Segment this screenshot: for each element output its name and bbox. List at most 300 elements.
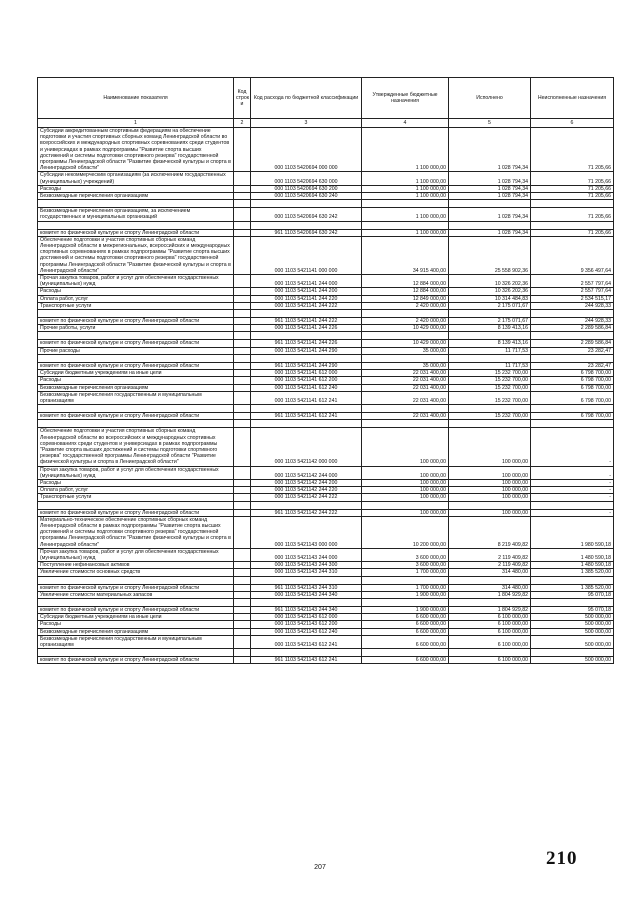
remaining-cell: 2 557 797,64 xyxy=(531,288,614,295)
approved-cell: 6 600 000,00 xyxy=(362,628,449,635)
spacer-cell xyxy=(449,576,531,584)
executed-cell: 11 717,53 xyxy=(449,362,531,369)
indicator-name-cell: Поступление нефинансовых активов xyxy=(38,562,234,569)
table-row xyxy=(38,370,614,377)
budget-code-cell: 000 1103 5421143 612 000 xyxy=(251,614,362,621)
spacer-cell xyxy=(362,332,449,340)
row-code-cell xyxy=(234,635,251,648)
table-row xyxy=(38,466,614,479)
row-code-cell xyxy=(234,370,251,377)
row-code-cell xyxy=(234,295,251,302)
spacer-cell xyxy=(449,200,531,208)
spacer-cell xyxy=(38,649,234,657)
indicator-name-cell: Прочие расходы xyxy=(38,347,234,354)
spacer-cell xyxy=(449,332,531,340)
col-number: 2 xyxy=(234,119,251,128)
indicator-name-cell: Расходы xyxy=(38,479,234,486)
executed-cell: 314 480,00 xyxy=(449,584,531,591)
approved-cell: 100 000,00 xyxy=(362,494,449,501)
table-row xyxy=(38,288,614,295)
indicator-name-cell: Субсидии бюджетным учреждениям на иные цели xyxy=(38,614,234,621)
spacer-cell xyxy=(449,221,531,229)
row-code-cell xyxy=(234,377,251,384)
col-number: 5 xyxy=(449,119,531,128)
budget-table xyxy=(37,77,614,664)
remaining-cell: 23 282,47 xyxy=(531,362,614,369)
spacer-cell xyxy=(234,420,251,428)
spacer-cell xyxy=(38,200,234,208)
budget-code-cell: 000 1103 5421142 244 200 xyxy=(251,479,362,486)
row-code-cell xyxy=(234,569,251,576)
budget-code-cell: 000 1103 5421141 244 222 xyxy=(251,302,362,309)
executed-cell: 1 804 929,82 xyxy=(449,606,531,613)
spacer-row xyxy=(38,221,614,229)
table-row xyxy=(38,479,614,486)
executed-cell: 15 232 700,00 xyxy=(449,413,531,420)
header-row-code: Код строк и xyxy=(234,78,251,119)
budget-code-cell: 000 1103 5421143 244 310 xyxy=(251,569,362,576)
indicator-name-cell: Субсидии некоммерческим организациям (за исключением государственных (муниципальных) учреждений) xyxy=(38,172,234,185)
row-code-cell xyxy=(234,628,251,635)
approved-cell: 10 429 000,00 xyxy=(362,325,449,332)
remaining-cell: 71 205,66 xyxy=(531,172,614,185)
indicator-name-cell: Безвозмездные перечисления государственным и муниципальным организациям xyxy=(38,635,234,648)
budget-code-cell: 000 1103 5421142 244 000 xyxy=(251,466,362,479)
table-row xyxy=(38,172,614,185)
budget-code-cell: 000 1103 5420694 630 242 xyxy=(251,208,362,221)
table-row xyxy=(38,548,614,561)
executed-cell: 10 326 202,36 xyxy=(449,288,531,295)
row-code-cell xyxy=(234,591,251,598)
executed-cell: 25 558 902,36 xyxy=(449,236,531,274)
table-row xyxy=(38,657,614,664)
spacer-row xyxy=(38,200,614,208)
row-code-cell xyxy=(234,185,251,192)
approved-cell: 12 884 000,00 xyxy=(362,288,449,295)
spacer-cell xyxy=(531,200,614,208)
remaining-cell: 71 205,66 xyxy=(531,229,614,236)
indicator-name-cell: Безвозмездные перечисления государственным и муниципальным организациям xyxy=(38,391,234,404)
approved-cell: 100 000,00 xyxy=(362,487,449,494)
approved-cell: 1 100 000,00 xyxy=(362,172,449,185)
executed-cell: 15 232 700,00 xyxy=(449,384,531,391)
spacer-cell xyxy=(251,420,362,428)
executed-cell: 1 804 929,82 xyxy=(449,591,531,598)
indicator-name-cell: Безвозмездные перечисления организациям xyxy=(38,628,234,635)
spacer-cell xyxy=(531,576,614,584)
row-code-cell xyxy=(234,172,251,185)
spacer-row xyxy=(38,310,614,318)
spacer-cell xyxy=(251,200,362,208)
approved-cell: 100 000,00 xyxy=(362,428,449,466)
spacer-cell xyxy=(234,598,251,606)
budget-code-cell: 000 1103 5421143 000 000 xyxy=(251,516,362,548)
executed-cell: 1 028 794,34 xyxy=(449,128,531,172)
row-code-cell xyxy=(234,584,251,591)
row-code-cell xyxy=(234,428,251,466)
budget-code-cell: 000 1103 5421141 612 200 xyxy=(251,377,362,384)
indicator-name-cell: Материально-техническое обеспечение спортивных сборных команд Ленинградской области в рамках подпрограммы "Развитие спорта высших достижений и системы подготовки спортивного резерва" государственной программы Ленинградской области "Развитие физической культуры и спорта в Ленинградской области" xyxy=(38,516,234,548)
approved-cell: 3 600 000,00 xyxy=(362,548,449,561)
spacer-cell xyxy=(234,332,251,340)
spacer-cell xyxy=(251,649,362,657)
spacer-cell xyxy=(449,420,531,428)
budget-code-cell: 961 1103 5421143 244 310 xyxy=(251,584,362,591)
spacer-cell xyxy=(449,649,531,657)
stamp-number: 210 xyxy=(546,848,578,869)
spacer-cell xyxy=(362,649,449,657)
header-budget-code: Код расхода по бюджетной классификации xyxy=(251,78,362,119)
indicator-name-cell: Обеспечение подготовки и участия спортивных сборных команд Ленинградской области в межрегиональных, всероссийских и международных спортивных соревнованиях в рамках подпрограммы "Развитие спорта высших достижений и системы подготовки спортивного резерва" государственной программы Ленинградской области "Развитие физической культуры и спорта в Ленинградской области" xyxy=(38,236,234,274)
table-row xyxy=(38,494,614,501)
executed-cell: 2 119 409,82 xyxy=(449,562,531,569)
row-code-cell xyxy=(234,413,251,420)
spacer-cell xyxy=(531,405,614,413)
budget-code-cell: 000 1103 5421142 000 000 xyxy=(251,428,362,466)
remaining-cell: 6 798 700,00 xyxy=(531,391,614,404)
approved-cell: 22 031 400,00 xyxy=(362,370,449,377)
row-code-cell xyxy=(234,384,251,391)
spacer-cell xyxy=(38,332,234,340)
row-code-cell xyxy=(234,318,251,325)
remaining-cell: 2 289 586,84 xyxy=(531,325,614,332)
table-row xyxy=(38,302,614,309)
approved-cell: 1 100 000,00 xyxy=(362,208,449,221)
budget-code-cell: 961 1103 5421143 244 340 xyxy=(251,606,362,613)
indicator-name-cell: комитет по физической культуре и спорту Ленинградской области xyxy=(38,340,234,347)
budget-code-cell: 000 1103 5421143 244 300 xyxy=(251,562,362,569)
table-row xyxy=(38,275,614,288)
approved-cell: 1 700 000,00 xyxy=(362,569,449,576)
indicator-name-cell: Транспортные услуги xyxy=(38,302,234,309)
approved-cell: 22 031 400,00 xyxy=(362,413,449,420)
executed-cell: 1 028 794,34 xyxy=(449,229,531,236)
spacer-cell xyxy=(234,354,251,362)
executed-cell: 1 028 794,34 xyxy=(449,208,531,221)
row-code-cell xyxy=(234,606,251,613)
spacer-cell xyxy=(38,598,234,606)
remaining-cell: 95 070,18 xyxy=(531,606,614,613)
executed-cell: 100 000,00 xyxy=(449,428,531,466)
indicator-name-cell: Безвозмездные перечисления организациям xyxy=(38,384,234,391)
indicator-name-cell: Расходы xyxy=(38,288,234,295)
spacer-row xyxy=(38,598,614,606)
spacer-cell xyxy=(531,310,614,318)
remaining-cell: 6 798 700,00 xyxy=(531,377,614,384)
table-body xyxy=(38,128,614,664)
approved-cell: 10 429 000,00 xyxy=(362,340,449,347)
spacer-cell xyxy=(38,354,234,362)
executed-cell: 2 175 071,67 xyxy=(449,302,531,309)
executed-cell: 1 028 794,34 xyxy=(449,185,531,192)
row-code-cell xyxy=(234,340,251,347)
budget-code-cell: 961 1103 5421141 244 226 xyxy=(251,340,362,347)
budget-code-cell: 000 1103 5421142 244 222 xyxy=(251,494,362,501)
remaining-cell: 1 385 520,00 xyxy=(531,569,614,576)
approved-cell: 100 000,00 xyxy=(362,509,449,516)
row-code-cell xyxy=(234,516,251,548)
indicator-name-cell: Прочая закупка товаров, работ и услуг для обеспечения государственных (муниципальных) нужд xyxy=(38,466,234,479)
row-code-cell xyxy=(234,325,251,332)
approved-cell: 100 000,00 xyxy=(362,479,449,486)
budget-code-cell: 000 1103 5420694 630 000 xyxy=(251,172,362,185)
spacer-cell xyxy=(362,501,449,509)
indicator-name-cell: Расходы xyxy=(38,185,234,192)
row-code-cell xyxy=(234,302,251,309)
budget-code-cell: 000 1103 5421141 244 290 xyxy=(251,347,362,354)
budget-report-sheet xyxy=(37,77,613,664)
table-row xyxy=(38,591,614,598)
row-code-cell xyxy=(234,275,251,288)
spacer-cell xyxy=(234,501,251,509)
header-indicator-name: Наименование показателя xyxy=(38,78,234,119)
indicator-name-cell: Прочая закупка товаров, работ и услуг для обеспечения государственных (муниципальных) нужд xyxy=(38,275,234,288)
executed-cell: 15 232 700,00 xyxy=(449,391,531,404)
budget-code-cell: 000 1103 5420694 630 200 xyxy=(251,185,362,192)
spacer-cell xyxy=(234,576,251,584)
remaining-cell: - xyxy=(531,509,614,516)
indicator-name-cell: Транспортные услуги xyxy=(38,494,234,501)
approved-cell: 6 600 000,00 xyxy=(362,614,449,621)
budget-code-cell: 000 1103 5421141 000 000 xyxy=(251,236,362,274)
budget-code-cell: 000 1103 5421141 612 241 xyxy=(251,391,362,404)
indicator-name-cell: Расходы xyxy=(38,377,234,384)
page-number: 207 xyxy=(314,864,326,871)
approved-cell: 22 031 400,00 xyxy=(362,391,449,404)
budget-code-cell: 000 1103 5421143 244 000 xyxy=(251,548,362,561)
spacer-cell xyxy=(449,354,531,362)
indicator-name-cell: Прочие работы, услуги xyxy=(38,325,234,332)
remaining-cell: 6 798 700,00 xyxy=(531,384,614,391)
table-row xyxy=(38,428,614,466)
header-executed: Исполнено xyxy=(449,78,531,119)
budget-code-cell: 000 1103 5421143 612 241 xyxy=(251,635,362,648)
table-row xyxy=(38,377,614,384)
executed-cell: 6 100 000,00 xyxy=(449,657,531,664)
col-number: 4 xyxy=(362,119,449,128)
budget-code-cell: 961 1103 5421141 612 241 xyxy=(251,413,362,420)
remaining-cell: - xyxy=(531,487,614,494)
remaining-cell: 95 070,18 xyxy=(531,591,614,598)
spacer-row xyxy=(38,354,614,362)
remaining-cell: 500 000,00 xyxy=(531,628,614,635)
table-row xyxy=(38,413,614,420)
executed-cell: 6 100 000,00 xyxy=(449,621,531,628)
spacer-row xyxy=(38,649,614,657)
row-code-cell xyxy=(234,391,251,404)
remaining-cell: 500 000,00 xyxy=(531,614,614,621)
spacer-cell xyxy=(362,420,449,428)
remaining-cell: 1 480 590,18 xyxy=(531,562,614,569)
row-code-cell xyxy=(234,479,251,486)
spacer-cell xyxy=(531,221,614,229)
executed-cell: 8 219 409,82 xyxy=(449,516,531,548)
spacer-cell xyxy=(362,598,449,606)
spacer-cell xyxy=(38,576,234,584)
table-row xyxy=(38,384,614,391)
approved-cell: 1 100 000,00 xyxy=(362,193,449,200)
indicator-name-cell: комитет по физической культуре и спорту Ленинградской области xyxy=(38,413,234,420)
spacer-cell xyxy=(449,310,531,318)
budget-code-cell: 961 1103 5421141 244 290 xyxy=(251,362,362,369)
executed-cell: 10 314 484,83 xyxy=(449,295,531,302)
table-row xyxy=(38,362,614,369)
indicator-name-cell: Субсидии аккредитованным спортивным федерациям на обеспечение подготовки и участия спортивных сборных команд Ленинградской области во всероссийских и международных спортивных соревнованиях среди студентов и универсиадах в рамках подпрограммы "Развитие спорта высших достижений и системы подготовки спортивного резерва" государственной программы Ленинградской области "Развитие физической культуры и спорта в Ленинградской области" xyxy=(38,128,234,172)
spacer-cell xyxy=(251,310,362,318)
spacer-cell xyxy=(449,405,531,413)
approved-cell: 1 900 000,00 xyxy=(362,591,449,598)
spacer-cell xyxy=(38,405,234,413)
approved-cell: 22 031 400,00 xyxy=(362,377,449,384)
spacer-cell xyxy=(251,576,362,584)
table-header-row xyxy=(38,78,614,119)
spacer-cell xyxy=(362,221,449,229)
budget-code-cell: 961 1103 5421143 612 241 xyxy=(251,657,362,664)
indicator-name-cell: комитет по физической культуре и спорту Ленинградской области xyxy=(38,229,234,236)
remaining-cell: 9 356 497,64 xyxy=(531,236,614,274)
spacer-cell xyxy=(38,501,234,509)
executed-cell: 15 232 700,00 xyxy=(449,377,531,384)
spacer-cell xyxy=(362,405,449,413)
spacer-row xyxy=(38,420,614,428)
remaining-cell: 2 289 586,84 xyxy=(531,340,614,347)
remaining-cell: 6 798 700,00 xyxy=(531,370,614,377)
table-row xyxy=(38,347,614,354)
row-code-cell xyxy=(234,494,251,501)
row-code-cell xyxy=(234,229,251,236)
spacer-cell xyxy=(38,420,234,428)
table-row xyxy=(38,621,614,628)
remaining-cell: 1 480 590,18 xyxy=(531,548,614,561)
remaining-cell: - xyxy=(531,466,614,479)
row-code-cell xyxy=(234,236,251,274)
table-row xyxy=(38,128,614,172)
budget-code-cell: 000 1103 5421142 244 220 xyxy=(251,487,362,494)
table-row xyxy=(38,295,614,302)
table-row xyxy=(38,193,614,200)
table-row xyxy=(38,614,614,621)
approved-cell: 12 884 000,00 xyxy=(362,275,449,288)
row-code-cell xyxy=(234,614,251,621)
budget-code-cell: 000 1103 5421143 612 200 xyxy=(251,621,362,628)
spacer-row xyxy=(38,405,614,413)
remaining-cell: 1 385 520,00 xyxy=(531,584,614,591)
budget-code-cell: 961 1103 5420694 630 242 xyxy=(251,229,362,236)
executed-cell: 1 028 794,34 xyxy=(449,193,531,200)
row-code-cell xyxy=(234,362,251,369)
table-row xyxy=(38,236,614,274)
spacer-cell xyxy=(251,501,362,509)
indicator-name-cell: комитет по физической культуре и спорту Ленинградской области xyxy=(38,584,234,591)
remaining-cell: 244 928,33 xyxy=(531,302,614,309)
executed-cell: 100 000,00 xyxy=(449,509,531,516)
remaining-cell: 71 205,66 xyxy=(531,193,614,200)
table-row xyxy=(38,318,614,325)
approved-cell: 10 200 000,00 xyxy=(362,516,449,548)
header-approved: Утвержденные бюджетные назначения xyxy=(362,78,449,119)
remaining-cell: 244 928,33 xyxy=(531,318,614,325)
spacer-cell xyxy=(531,420,614,428)
budget-code-cell: 000 1103 5421143 244 340 xyxy=(251,591,362,598)
executed-cell: 6 100 000,00 xyxy=(449,614,531,621)
indicator-name-cell: комитет по физической культуре и спорту Ленинградской области xyxy=(38,606,234,613)
approved-cell: 6 600 000,00 xyxy=(362,635,449,648)
indicator-name-cell: Обеспечение подготовки и участия спортивных сборных команд Ленинградской области во всероссийских и международных спортивных соревнованиях среди студентов и универсиадах в рамках подпрограммы "Развитие спорта высших достижений и системы подготовки спортивного резерва" государственной программы Ленинградской области "Развитие физической культуры и спорта в Ленинградской области" xyxy=(38,428,234,466)
budget-code-cell: 000 1103 5421143 612 240 xyxy=(251,628,362,635)
spacer-cell xyxy=(38,221,234,229)
spacer-cell xyxy=(362,576,449,584)
spacer-cell xyxy=(362,310,449,318)
table-row xyxy=(38,606,614,613)
row-code-cell xyxy=(234,466,251,479)
indicator-name-cell: Оплата работ, услуг xyxy=(38,487,234,494)
table-row xyxy=(38,516,614,548)
table-row xyxy=(38,487,614,494)
spacer-cell xyxy=(531,598,614,606)
spacer-row xyxy=(38,501,614,509)
indicator-name-cell: Увеличение стоимости основных средств xyxy=(38,569,234,576)
spacer-cell xyxy=(38,310,234,318)
approved-cell: 35 000,00 xyxy=(362,347,449,354)
indicator-name-cell: комитет по физической культуре и спорту Ленинградской области xyxy=(38,318,234,325)
spacer-cell xyxy=(251,598,362,606)
remaining-cell: 2 557 797,64 xyxy=(531,275,614,288)
row-code-cell xyxy=(234,562,251,569)
executed-cell: 1 028 794,34 xyxy=(449,172,531,185)
table-row xyxy=(38,325,614,332)
executed-cell: 8 139 413,16 xyxy=(449,325,531,332)
indicator-name-cell: Безвозмездные перечисления организациям, за исключением государственных и муниципальных организаций xyxy=(38,208,234,221)
spacer-cell xyxy=(531,354,614,362)
spacer-cell xyxy=(234,649,251,657)
executed-cell: 2 175 071,67 xyxy=(449,318,531,325)
remaining-cell: - xyxy=(531,494,614,501)
budget-code-cell: 000 1103 5421141 244 226 xyxy=(251,325,362,332)
spacer-cell xyxy=(362,354,449,362)
approved-cell: 12 849 000,00 xyxy=(362,295,449,302)
spacer-row xyxy=(38,576,614,584)
table-row xyxy=(38,509,614,516)
approved-cell: 34 915 400,00 xyxy=(362,236,449,274)
remaining-cell: 500 000,00 xyxy=(531,635,614,648)
indicator-name-cell: Оплата работ, услуг xyxy=(38,295,234,302)
spacer-cell xyxy=(251,221,362,229)
table-row xyxy=(38,391,614,404)
remaining-cell: 71 205,66 xyxy=(531,185,614,192)
table-row xyxy=(38,185,614,192)
remaining-cell: 2 534 515,17 xyxy=(531,295,614,302)
remaining-cell: 500 000,00 xyxy=(531,621,614,628)
spacer-cell xyxy=(531,501,614,509)
spacer-cell xyxy=(251,405,362,413)
spacer-cell xyxy=(362,200,449,208)
header-remaining: Неисполненные назначения xyxy=(531,78,614,119)
approved-cell: 2 420 000,00 xyxy=(362,318,449,325)
budget-code-cell: 000 1103 5420694 000 000 xyxy=(251,128,362,172)
spacer-cell xyxy=(234,310,251,318)
approved-cell: 1 100 000,00 xyxy=(362,128,449,172)
executed-cell: 100 000,00 xyxy=(449,466,531,479)
remaining-cell: 71 205,66 xyxy=(531,128,614,172)
row-code-cell xyxy=(234,193,251,200)
row-code-cell xyxy=(234,657,251,664)
executed-cell: 2 119 409,82 xyxy=(449,548,531,561)
budget-code-cell: 961 1103 5421141 244 222 xyxy=(251,318,362,325)
spacer-cell xyxy=(234,221,251,229)
spacer-cell xyxy=(234,200,251,208)
indicator-name-cell: Увеличение стоимости материальных запасов xyxy=(38,591,234,598)
approved-cell: 22 031 400,00 xyxy=(362,384,449,391)
